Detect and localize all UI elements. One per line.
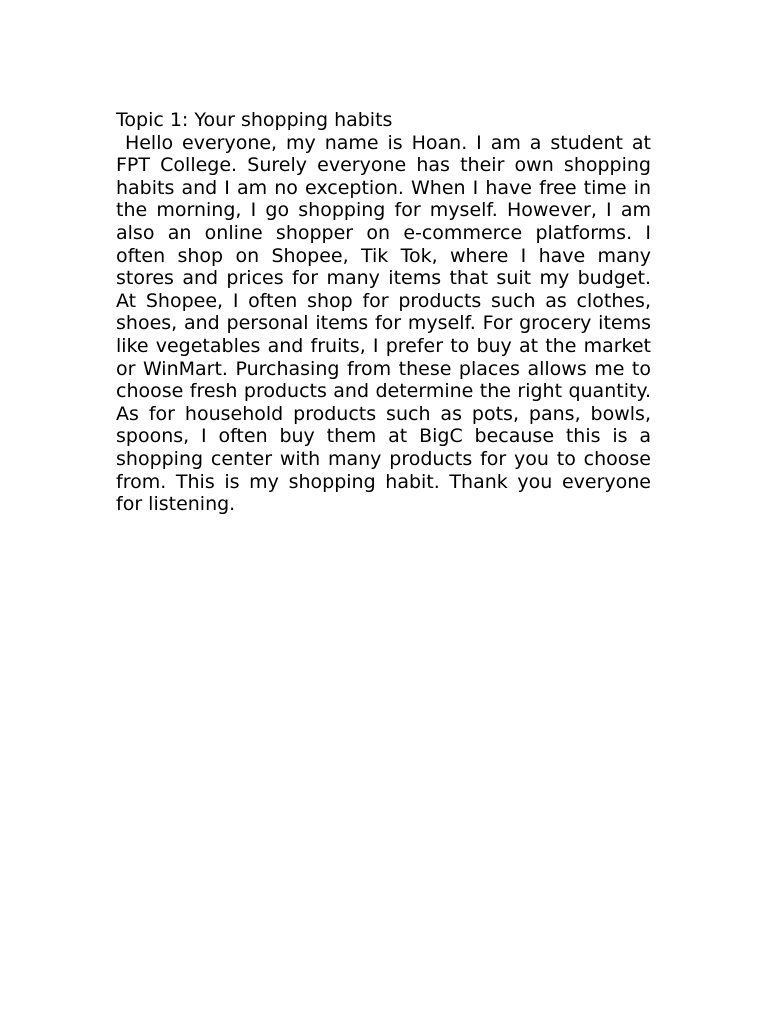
body-paragraph: Hello everyone, my name is Hoan. I am a student at FPT College. Surely everyone has their own shopping habits and I am no exception. When I have free time in the morning, I go shopping for myself. However, I am also an online shopper on e-commerce platforms. I often shop on Shopee, Tik Tok, where I have many stores and prices for many items that suit my budget. At Shopee, I often shop for products such as clothes, shoes, and personal items for myself. For grocery items like vegetables and fruits, I prefer to buy at the market or WinMart. Purchasing from these places allows me to choose fresh products and determine the right quantity. As for household products such as pots, pans, bowls, spoons, I often buy them at BigC because this is a shopping center with many products for you to choose from. This is my shopping habit. Thank you everyone for listening. xyxy=(116,131,658,516)
topic-title: Topic 1: Your shopping habits xyxy=(116,109,393,131)
document-content xyxy=(116,109,658,516)
